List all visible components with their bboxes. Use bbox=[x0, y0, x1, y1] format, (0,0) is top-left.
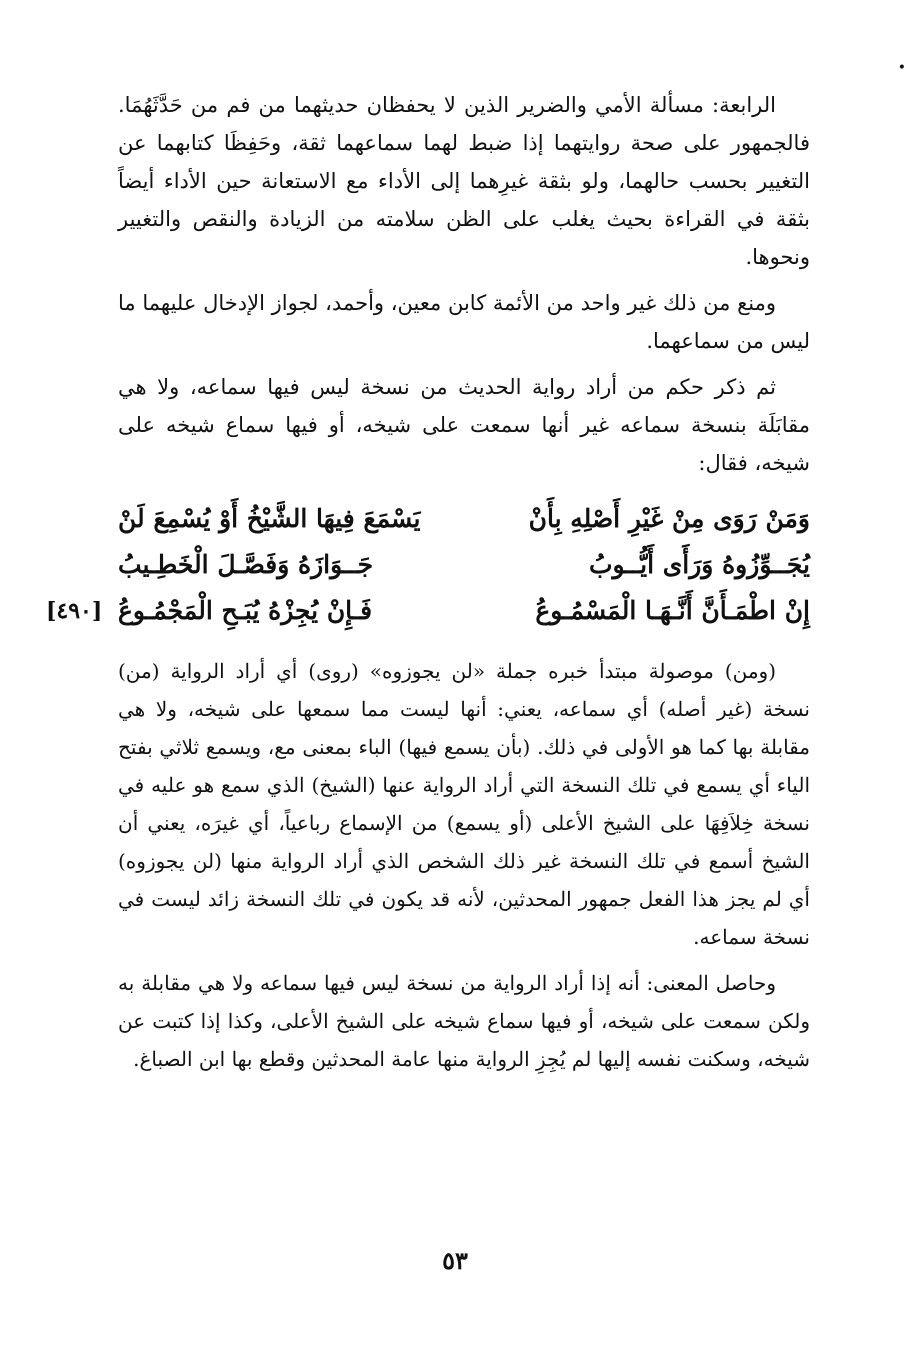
paragraph-prohibition: ومنع من ذلك غير واحد من الأئمة كابن معين، وأحمد، لجواز الإدخال عليهما ما ليس من سماعهما. bbox=[118, 291, 810, 353]
verse-line-3-first-hemistich: إِنْ اطْمَـأَنَّ أَنَّـهَـا الْمَسْمُـوعُ bbox=[535, 596, 810, 625]
corner-mark: • bbox=[897, 60, 906, 76]
page-body bbox=[46, 86, 810, 1078]
verse-line-3-second-hemistich: فَـإِنْ يُجِزْهُ يُبَـحِ الْمَجْمُـوعُ bbox=[118, 596, 373, 625]
page-number: ٥٣ bbox=[442, 1246, 468, 1275]
verse-line-1-first-hemistich: وَمَنْ رَوَى مِنْ غَيْرِ أَصْلِهِ بِأَنْ bbox=[528, 504, 810, 533]
verse-line-2-second-hemistich: جَــوَازَهُ وَفَصَّـلَ الْخَطِـيبُ bbox=[118, 550, 374, 579]
verse-line-2 bbox=[118, 542, 810, 588]
paragraph-fourth-issue: الرابعة: مسألة الأمي والضرير الذين لا يحفظان حديثهما من فم من حَدَّثَهُمَا. فالجمهور على صحة روايتهما إذا ضبط لهما سماعهما ثقة، وحَفِظَا كتابهما عن التغيير بحسب حالهما، ولو بثقة غيرِهما إلى الأداء مع الاستعانة حين الأداء أيضاً بثقة في القراءة بحيث يغلب على الظن سلامته من الزيادة والنقص والتغيير ونحوها. bbox=[118, 93, 810, 269]
paragraph-commentary-summary: وحاصل المعنى: أنه إذا أراد الرواية من نسخة ليس فيها سماعه ولا هي مقابلة به ولكن سمعت على شيخه، أو فيها سماع شيخه على الشيخ الأعلى، وكذا إذا كتبت عن شيخه، وسكنت نفسه إليها لم يُجِزِ الرواية منها عامة المحدثين وقطع بها ابن الصباغ. bbox=[118, 971, 810, 1071]
verse-line-3 bbox=[118, 588, 810, 634]
verse-line-1 bbox=[118, 496, 810, 542]
verse-block bbox=[46, 496, 810, 634]
paragraph-commentary-explanation: (ومن) موصولة مبتدأ خبره جملة «لن يجوزوه» (روى) أي أراد الرواية (من) نسخة (غير أصله) أي سماعه، يعني: أنها ليست مما سمعها على شيخه، ولا هي مقابلة بها كما هو الأولى في ذلك. (بأن يسمع فيها) الباء بمعنى مع، ويسمع ثلاثي بفتح الياء أي يسمع في تلك النسخة التي أراد الرواية عنها (الشيخ) الذي سمع هو عليه في نسخة خِلاَفِهَا على الشيخ الأعلى (أو يسمع) من الإسماع رباعياً، أي غيرَه، يعني أن الشيخ أسمع في تلك النسخة غير ذلك الشخص الذي أراد الرواية منها (لن يجوزوه) أي لم يجز هذا الفعل جمهور المحدثين، لأنه قد يكون في تلك النسخة زائد ليست في نسخة سماعه. bbox=[118, 659, 810, 949]
verse-line-1-second-hemistich: يَسْمَعَ فِيهَا الشَّيْخُ أَوْ يُسْمِعَ لَنْ bbox=[118, 504, 421, 533]
paragraph-intro-verse: ثم ذكر حكم من أراد رواية الحديث من نسخة ليس فيها سماعه، ولا هي مقابَلَة بنسخة سماعه غير أنها سمعت على شيخه، أو فيها سماع شيخه على شيخه، فقال: bbox=[118, 375, 810, 475]
verse-line-2-first-hemistich: يُجَــوِّزُوهُ وَرَأَى أَيُّــوبُ bbox=[589, 550, 810, 579]
commentary bbox=[118, 652, 810, 1078]
verse-number: [٤٩٠] bbox=[46, 598, 103, 624]
